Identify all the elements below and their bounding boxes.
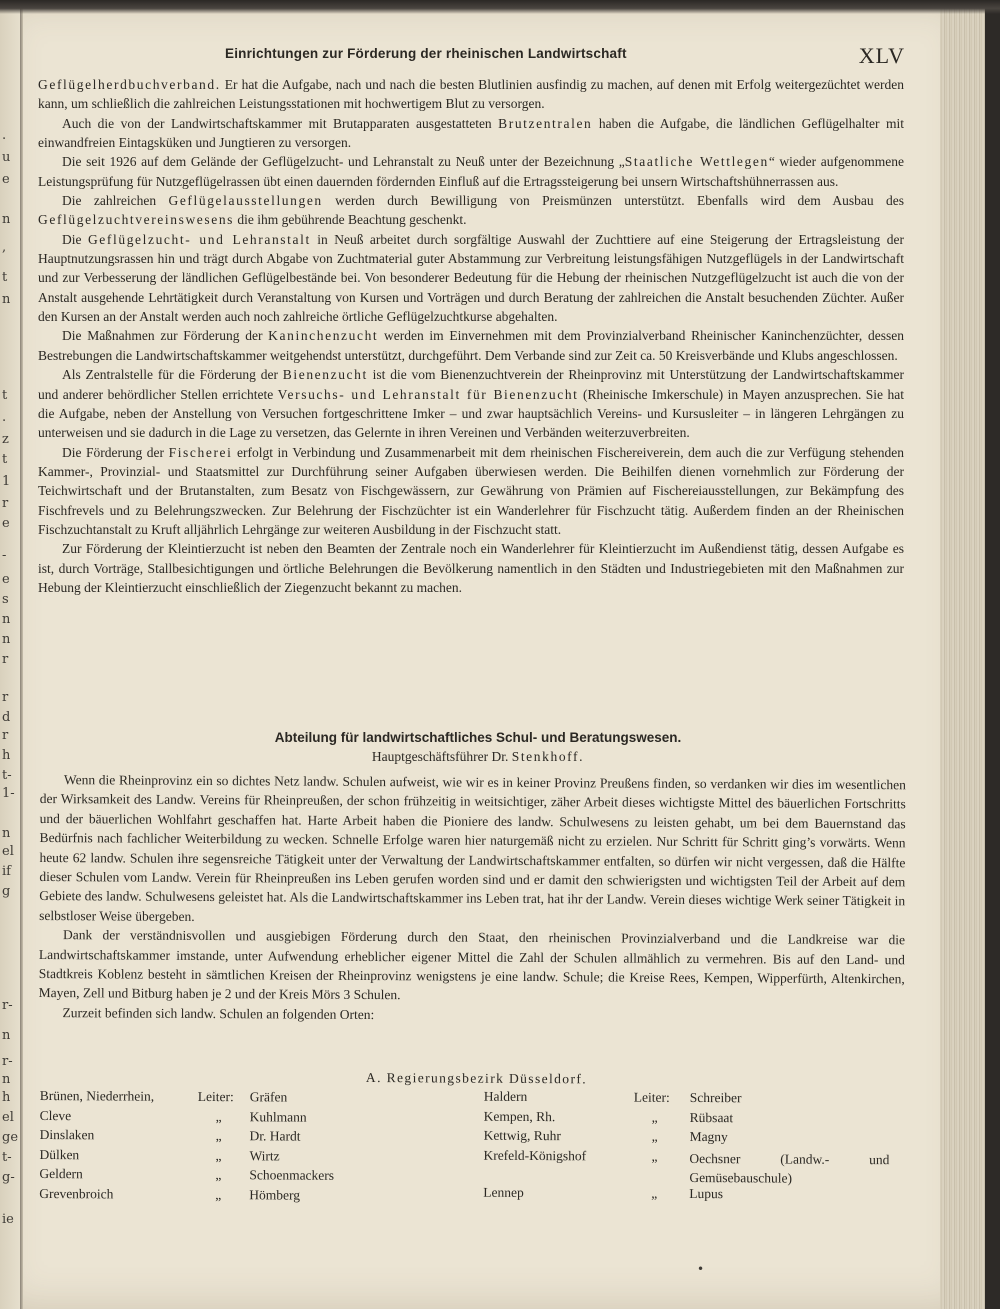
school-location: Geldern: [39, 1166, 83, 1182]
margin-fragment: g-: [2, 1170, 15, 1185]
paragraph-text: werden durch Bewilligung von Preismünzen unterstützt. Ebenfalls wird dem Ausbau des: [322, 193, 905, 209]
leiter-label: „: [651, 1186, 658, 1202]
margin-fragment: r-: [2, 998, 13, 1013]
subtitle-text: Hauptgeschäftsführer Dr.: [371, 749, 512, 764]
school-row: [40, 1088, 460, 1110]
section-body: [38, 770, 906, 1028]
footer-mark: •: [697, 1262, 705, 1276]
school-location: Brünen, Niederrhein,: [39, 1087, 155, 1104]
margin-fragment: .: [2, 128, 7, 143]
emphasis: Staatliche Wettlegen: [624, 154, 769, 170]
school-row: [483, 1185, 913, 1207]
school-row: [484, 1108, 914, 1130]
school-row: [40, 1108, 460, 1130]
school-leader: Wirtz: [249, 1148, 280, 1164]
school-row: [484, 1089, 914, 1111]
leiter-label: „: [651, 1148, 658, 1164]
paragraph: Wenn die Rheinprovinz ein so dichtes Netz landw. Schulen aufweist, wie wir es in keiner Provinz Preußens finden, so verdanken wir dies im wesentlichen der Wirksamkeit des Landw. Vereins für Rheinpreußen, der schon frühzeitig in weitsichtiger, zäher Arbeit dieses wichtigste Mittel des bäuerlichen Fortschritts und der bäuerlichen Wohlfahrt geschaffen hat. Harte Arbeit haben die Pioniere des landw. Schulwesens zu leisten gehabt, um bei dem Bauernstand das Bedürfnis nach fachlicher Weiterbildung zu wecken. Schnelle Erfolge waren hier naturgemäß nicht zu erzielen. Nur Schritt für Schritt ging’s vorwärts. Wenn heute 62 landw. Schulen ihre segensreiche Tätigkeit unter der Verwaltung der Landwirtschaftskammer entfalten, so dürfen wir nicht vergessen, daß die Hälfte dieser Schulen vom Landw. Verein für Rheinpreußen ins Leben gerufen worden sind und er damit den schwierigsten und wichtigsten Teil der Arbeit auf dem Gebiete des landw. Schulwesens geleistet hat. Als die Landwirtschaftskammer ins Leben trat, hat ihr der Landw. Verein dieses wichtige Werk seiner Tätigkeit in selbstloser Weise übergeben.: [39, 772, 906, 924]
paragraph-text: Die Förderung der: [62, 444, 169, 460]
paragraph-text: Auch die von der Landwirtschaftskammer mit Brutapparaten ausgestatteten: [62, 115, 499, 131]
running-header: [225, 43, 905, 68]
margin-fragment: z: [2, 432, 9, 447]
page-number: XLV: [858, 43, 905, 68]
facing-page-edge: [0, 0, 20, 1309]
emphasis: Geflügelzucht- und Lehranstalt: [87, 231, 311, 247]
paragraph: [38, 230, 904, 327]
margin-fragment: t: [2, 270, 8, 285]
leiter-label: „: [651, 1128, 658, 1144]
margin-fragment: ge: [2, 1130, 19, 1145]
margin-fragment: el: [2, 1110, 14, 1125]
school-leader: Kuhlmann: [249, 1108, 307, 1125]
paragraph-text: haben die Aufgabe, die ländlichen Geflügelhalter mit einwandfreien Eintagsküken und Jungtieren zu versorgen.: [38, 115, 904, 151]
emphasis: Fischerei: [168, 444, 233, 460]
paragraph: [38, 443, 904, 540]
margin-fragment: n: [2, 826, 11, 841]
paragraph-text: Die Maßnahmen zur Förderung der: [62, 328, 269, 344]
leiter-label: „: [215, 1167, 222, 1183]
paragraph: [38, 326, 904, 365]
margin-fragment: e: [2, 516, 10, 531]
margin-fragment: 1: [2, 474, 11, 489]
school-location: Kettwig, Ruhr: [483, 1127, 561, 1144]
school-leader: Gräfen: [249, 1089, 288, 1105]
margin-fragment: n: [2, 292, 11, 307]
margin-fragment: n: [2, 1028, 11, 1043]
margin-fragment: n: [2, 632, 11, 647]
paragraph-text: Zur Förderung der Kleintierzucht ist neben den Beamten der Zentrale noch ein Wanderlehrer für Kleintierzucht im Außendienst tätig, dessen Aufgabe es ist, durch Vorträge, Stallbesichtigungen und örtliche Belehrungen die Bevölkerung namentlich in den Städten und Industriegebieten mit den Maßnahmen zur Hebung der Kleintierzucht einschließlich der Ziegenzucht bekannt zu machen.: [38, 541, 904, 595]
school-row: [40, 1127, 460, 1149]
paragraph: [38, 114, 904, 153]
margin-fragment: r: [2, 728, 9, 743]
leiter-label: „: [215, 1187, 222, 1203]
margin-fragment: t: [2, 452, 8, 467]
leiter-label: „: [215, 1128, 222, 1144]
school-list-left: [39, 1087, 460, 1203]
margin-fragment: 1-: [2, 786, 15, 801]
school-location: Kempen, Rh.: [483, 1108, 556, 1124]
margin-fragment: -: [2, 548, 7, 563]
margin-fragment: n: [2, 212, 11, 227]
margin-fragment: t-: [2, 768, 12, 783]
leiter-label: Leiter:: [633, 1089, 670, 1105]
school-row: [483, 1147, 913, 1186]
margin-fragment: ie: [2, 1212, 14, 1227]
paragraph-text: Die seit 1926 auf dem Gelände der Geflügelzucht- und Lehranstalt zu Neuß unter der Bezeichnung „: [62, 154, 625, 170]
leiter-label: „: [215, 1108, 222, 1124]
paragraph-text: ist die vom Bienenzuchtverein der Rheinprovinz mit Unterstützung der Landwirtschaftskammer und anderer behördlicher Stellen errichtete: [38, 367, 904, 402]
margin-fragment: r-: [2, 1054, 13, 1069]
margin-fragment: h: [2, 1090, 11, 1105]
paragraph-text: in Neuß arbeitet durch sorgfältige Auswahl der Zuchttiere auf eine Steigerung der Ertragsleistung der Hauptnutzungsrassen hin und trägt durch Abgabe von Zuchtmaterial guter Abstammung zur Verbreitung leistungsfähigen Nutzgeflügels in der Landwirtschaft und zur Verbesserung der ländlichen Geflügelbestände bei. Von besonderer Bedeutung für die Hebung der rheinischen Nutzgeflügelzucht ist auch die von der Anstalt ausgehende Lehrtätigkeit durch Veranstaltung von Kursen und Vorträgen und durch Beratung der zahlreichen die Anstalt besuchenden Züchter. Außer den Kursen an der Anstalt werden auch noch zahlreiche örtliche Geflügelzuchtkurse abgehalten.: [38, 231, 904, 325]
paragraph: [38, 365, 904, 442]
emphasis: Bienenzucht: [282, 367, 368, 383]
school-location: Haldern: [483, 1088, 528, 1104]
paragraph-text: die ihm gebührende Beachtung geschenkt.: [234, 212, 467, 228]
school-leader: Schoenmackers: [249, 1167, 335, 1184]
emphasis: Geflügelzuchtvereinswesens: [38, 212, 235, 228]
body-text: [38, 75, 904, 597]
running-header-title: Einrichtungen zur Förderung der rheinischen Landwirtschaft: [225, 46, 627, 61]
margin-fragment: n: [2, 1072, 11, 1087]
paragraph-text: Die: [62, 231, 88, 247]
section-heading: [38, 728, 904, 766]
paragraph: Zurzeit befinden sich landw. Schulen an folgenden Orten:: [62, 1005, 375, 1022]
paragraph-text: Die zahlreichen: [62, 193, 169, 209]
school-list-right: [483, 1088, 914, 1202]
school-leader: Lupus: [689, 1186, 724, 1202]
school-leader: Schreiber: [689, 1089, 742, 1106]
margin-fragment: if: [2, 864, 11, 879]
director-name: Stenkhoff.: [511, 749, 585, 764]
paragraph-text: Als Zentralstelle für die Förderung der: [62, 367, 283, 383]
school-row: [484, 1128, 914, 1150]
margin-fragment: ,: [2, 240, 7, 255]
paragraph: [38, 152, 904, 191]
margin-fragment: s: [2, 592, 9, 607]
margin-fragment: g: [2, 884, 11, 899]
school-leader: Dr. Hardt: [249, 1128, 301, 1144]
section-title: Abteilung für landwirtschaftliches Schul- und Beratungswesen.: [274, 730, 682, 745]
book-cover-edge: [985, 0, 1000, 1309]
margin-fragment: r: [2, 690, 9, 705]
school-leader: Oechsner (Landw.- und Gemüsebauschule): [689, 1150, 890, 1186]
margin-fragment: n: [2, 612, 11, 627]
margin-fragment: h: [2, 748, 11, 763]
paragraph: [38, 75, 904, 114]
school-leader: Hömberg: [249, 1187, 301, 1203]
leiter-label: Leiter:: [197, 1088, 234, 1105]
margin-fragment: u: [2, 150, 11, 165]
school-location: Lennep: [483, 1185, 524, 1201]
margin-fragment: e: [2, 172, 10, 187]
school-list: [39, 1068, 910, 1223]
emphasis: Geflügelausstellungen: [168, 193, 323, 209]
paragraph: [38, 539, 904, 597]
section-subtitle: [38, 747, 904, 766]
paragraph-text: “ wieder aufgenommene Leistungsprüfung für Nutzgeflügelrassen übt einen dauernden fördernden Einfluß auf die Ertragssteigerung bei unsern Wirtschaftshühnerrassen aus.: [38, 154, 905, 189]
top-shadow: [0, 0, 1000, 14]
school-row: [39, 1147, 459, 1169]
emphasis: Versuchs- und Lehranstalt für Bienenzucht: [277, 386, 579, 402]
gutter-shadow: [20, 0, 23, 1309]
school-leader: Magny: [689, 1129, 728, 1145]
leiter-label: „: [651, 1109, 658, 1125]
school-location: Cleve: [39, 1107, 72, 1123]
paragraph-text: (Rheinische Imkerschule) in Mayen anzusprechen. Sie hat die Aufgabe, neben der Anstellung von Versuchen fortgeschrittene Imker – und zwar hauptsächlich Vereins- und Kursusleiter – in längeren Lehrgängen zu unterweisen und sie dadurch in die Lage zu versetzen, das Gelernte in ihren Vereinen und Verbänden weiterzuverbreiten.: [38, 386, 904, 441]
margin-fragment: e: [2, 572, 10, 587]
paragraph: [38, 191, 904, 230]
margin-fragment: .: [2, 410, 7, 425]
paragraph-text: werden im Einvernehmen mit dem Provinzialverband Rheinischer Kaninchenzüchter, dessen Bestrebungen die Landwirtschaftskammer weitgehendst unterstützt, durchgeführt. Dem Verbande sind zur Zeit ca. 50 Kreisverbände und Klubs angeschlossen.: [38, 328, 904, 363]
school-row: [39, 1186, 459, 1208]
emphasis: Geflügelherdbuchverband.: [38, 77, 221, 92]
school-location: Krefeld-Königshof: [483, 1147, 587, 1164]
margin-fragment: t-: [2, 1150, 12, 1165]
school-location: Dinslaken: [39, 1127, 95, 1143]
paragraph-text: Er hat die Aufgabe, nach und nach die besten Blutlinien ausfindig zu machen, auf denen mit Erfolg weitergezüchtet werden kann, um schließlich die zahlreichen Leistungsstationen mit hochwertigem Blut zu versorgen.: [38, 77, 904, 112]
school-location: Dülken: [39, 1146, 80, 1163]
emphasis: Brutzentralen: [498, 115, 593, 131]
region-title: A. Regierungsbezirk Düsseldorf.: [365, 1069, 588, 1087]
emphasis: Kaninchenzucht: [268, 328, 379, 344]
margin-fragment: t: [2, 388, 8, 403]
leiter-label: „: [215, 1147, 222, 1163]
school-leader: Rübsaat: [689, 1109, 734, 1125]
margin-fragment: d: [2, 710, 11, 725]
margin-fragment: el: [2, 844, 14, 859]
paragraph: Dank der verständnisvollen und ausgiebigen Förderung durch den Staat, den rheinischen Provinzialverband und die Landkreise war die Landwirtschaftskammer imstande, unter Aufwendung erheblicher eigener Mittel die Zahl der Schulen allmählich zu vermehren. Bis auf den Land- und Stadtkreis Koblenz besteht in sämtlichen Kreisen der Rheinprovinz wenigstens je eine landw. Schule; die Kreise Rees, Kempen, Wipperfürth, Altenkirchen, Mayen, Zell und Bitburg haben je 2 und der Kreis Mörs 3 Schulen.: [38, 927, 906, 1003]
margin-fragment: r: [2, 652, 9, 667]
school-location: Grevenbroich: [39, 1185, 114, 1202]
school-row: [39, 1166, 459, 1188]
margin-fragment: r: [2, 496, 9, 511]
paragraph-text: erfolgt in Verbindung und Zusammenarbeit mit dem rheinischen Fischereiverein, dem auch die zur Verfügung stehenden Kammer-, Provinzial- und Staatsmittel zur Durchführung seiner Aufgaben überwiesen werden. Die Beihilfen dienen vornehmlich zur Förderung der Teichwirtschaft und der Brutanstalten, zum Besatz von Fischgewässern, zur Gewährung von Prämien auf Fischereiausstellungen, zur Bekämpfung des Fischfrevels und zu Belehrungszwecken. Zur Belehrung der Fischzüchter ist ein Wanderlehrer für Fischzucht tätig. Außerdem finden an der Rheinischen Fischzuchtanstalt zu Kruft alljährlich Lehrgänge zur weiteren Ausbildung in der Fischzucht statt.: [38, 444, 904, 537]
